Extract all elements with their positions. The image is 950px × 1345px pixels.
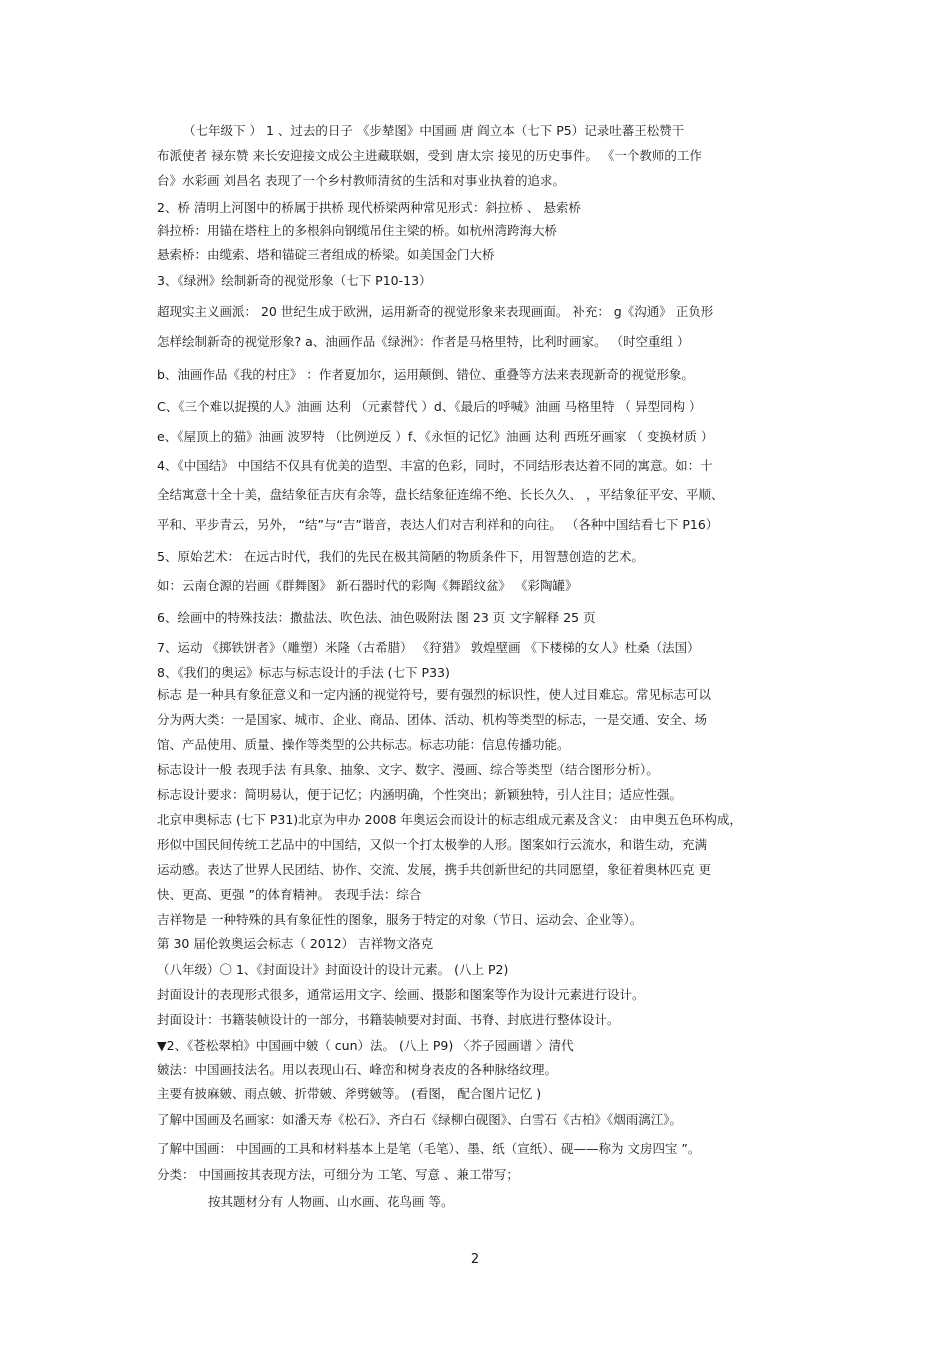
text-line: 皴法：中国画技法名。用以表现山石、峰峦和树身表皮的各种脉络纹理。 (157, 1062, 558, 1077)
text-line: 标志设计要求：简明易认，便于记忆；内涵明确，个性突出；新颖独特，引人注目；适应性强。 (157, 787, 683, 802)
text-line: 怎样绘制新奇的视觉形象? a、油画作品《绿洲》：作者是马格里特，比利时画家。 （时空重组 ） (157, 334, 690, 349)
text-line: 北京申奥标志 (七下 P31)北京为申办 2008 年奥运会而设计的标志组成元素及含义： 由申奥五色环构成， (157, 812, 742, 827)
text-line: 封面设计的表现形式很多，通常运用文字、绘画、摄影和图案等作为设计元素进行设计。 (157, 987, 645, 1002)
text-line: 3、《绿洲》绘制新奇的视觉形象（七下 P10-13） (157, 273, 432, 288)
text-line: 标志 是一种具有象征意义和一定内涵的视觉符号，要有强烈的标识性，使人过目难忘。常见标志可以 (157, 687, 711, 702)
text-line: （七年级下 ） 1 、过去的日子 《步辇图》中国画 唐 阎立本（七下 P5）记录吐蕃王松赞干 (183, 123, 685, 138)
text-line: 斜拉桥：用锚在塔柱上的多根斜向钢缆吊住主梁的桥。如杭州湾跨海大桥 (157, 223, 558, 238)
text-line: 了解中国画： 中国画的工具和材料基本上是笔（毛笔）、墨、纸（宣纸）、砚——称为 文房四宝 ”。 (157, 1141, 701, 1156)
text-line: 8、《我们的奥运》标志与标志设计的手法 (七下 P33) (157, 665, 450, 680)
text-line: 分类： 中国画按其表现方法，可细分为 工笔、写意 、兼工带写； (157, 1167, 519, 1182)
text-line: 全结寓意十全十美，盘结象征吉庆有余等，盘长结象征连绵不绝、长长久久、 ，平结象征平安、平顺、 (157, 487, 724, 502)
text-line: 分为两大类：一是国家、城市、企业、商品、团体、活动、机构等类型的标志，一是交通、安全、场 (157, 712, 708, 727)
text-line: 2、桥 清明上河图中的桥属于拱桥 现代桥梁两种常见形式：斜拉桥 、 悬索桥 (157, 200, 581, 215)
text-line: 运动感。表达了世界人民团结、协作、交流、发展，携手共创新世纪的共同愿望，象征着奥林匹克 更 (157, 862, 711, 877)
text-line: 馆、产品使用、质量、操作等类型的公共标志。标志功能：信息传播功能。 (157, 737, 570, 752)
text-line: 封面设计：书籍装帧设计的一部分，书籍装帧要对封面、书脊、封底进行整体设计。 (157, 1012, 620, 1027)
text-line: e、《屋顶上的猫》油画 波罗特 （比例逆反 ）f、《永恒的记忆》油画 达利 西班牙画家 （ 变换材质 ） (157, 429, 714, 444)
page-number: 2 (470, 1252, 480, 1267)
text-line: 形似中国民间传统工艺品中的中国结，又似一个打太极拳的人形。图案如行云流水，和谐生动，充满 (157, 837, 708, 852)
text-line: 标志设计一般 表现手法 有具象、抽象、文字、数字、漫画、综合等类型（结合图形分析）。 (157, 762, 659, 777)
text-line: 5、原始艺术： 在远古时代，我们的先民在极其简陋的物质条件下，用智慧创造的艺术。 (157, 549, 644, 564)
text-line: 布派使者 禄东赞 来长安迎接文成公主进藏联姻，受到 唐太宗 接见的历史事件。 《一个教师的工作 (157, 148, 702, 163)
text-line: 第 30 届伦敦奥运会标志（ 2012） 吉祥物文洛克 (157, 936, 434, 951)
text-line: 7、运动 《掷铁饼者》（雕塑）米隆（古希腊） 《狩猎》 敦煌壁画 《下楼梯的女人》杜桑（法国） (157, 640, 700, 655)
text-line: 主要有披麻皴、雨点皴、折带皴、斧劈皴等。 (看图， 配合图片记忆 ) (157, 1086, 542, 1101)
text-line: （八年级）〇 1、《封面设计》封面设计的设计元素。 (八上 P2) (157, 962, 509, 977)
text-line: 按其题材分有 人物画、山水画、花鸟画 等。 (208, 1194, 454, 1209)
text-line: 6、绘画中的特殊技法：撒盐法、吹色法、油色吸附法 图 23 页 文字解释 25 页 (157, 610, 596, 625)
text-line: 吉祥物是 一种特殊的具有象征性的图象，服务于特定的对象（节日、运动会、企业等）。 (157, 912, 643, 927)
text-line: b、油画作品《我的村庄》 ：作者夏加尔，运用颠倒、错位、重叠等方法来表现新奇的视觉形象。 (157, 367, 694, 382)
text-line: 平和、平步青云，另外， “结”与“吉”谐音，表达人们对吉利祥和的向往。 （各种中国结看七下 P16） (157, 517, 719, 532)
text-line: 快、更高、更强 ”的体育精神。 表现手法：综合 (157, 887, 422, 902)
text-line: 4、《中国结》 中国结不仅具有优美的造型、丰富的色彩，同时，不同结形表达着不同的寓意。如：十 (157, 458, 713, 473)
text-line: 了解中国画及名画家：如潘天寿《松石》、齐白石《绿柳白砚图》、白雪石《古柏》《烟雨漓江》。 (157, 1112, 683, 1127)
text-line: C、《三个难以捉摸的人》油画 达利 （元素替代 ）d、《最后的呼喊》油画 马格里特 （ 异型同构 ） (157, 399, 702, 414)
text-line: 如：云南仓源的岩画《群舞图》 新石器时代的彩陶《舞蹈纹盆》 《彩陶罐》 (157, 578, 578, 593)
text-line: 悬索桥：由缆索、塔和锚碇三者组成的桥梁。如美国金门大桥 (157, 247, 495, 262)
text-line: 超现实主义画派： 20 世纪生成于欧洲，运用新奇的视觉形象来表现画面。 补充： g《沟通》 正负形 (157, 304, 714, 319)
text-line: 台》水彩画 刘昌名 表现了一个乡村教师清贫的生活和对事业执着的追求。 (157, 173, 565, 188)
text-line: ▼2、《苍松翠柏》中国画中皴（ cun）法。 (八上 P9) 〈芥子园画谱 〉清代 (157, 1038, 574, 1053)
